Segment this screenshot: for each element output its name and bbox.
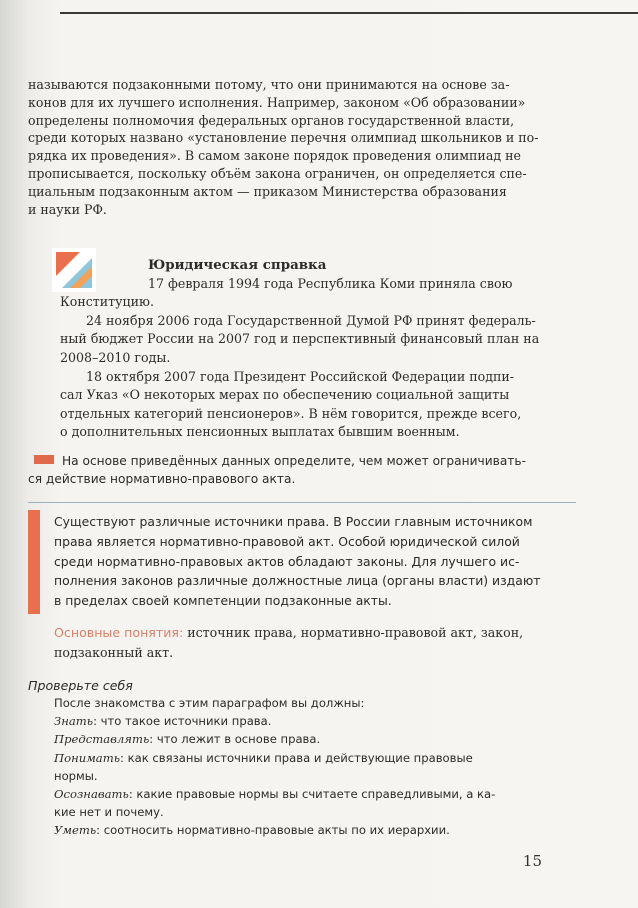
self-check-text: : как связаны источники права и действующие правовые — [120, 750, 473, 765]
legal-note-title: Юридическая справка — [148, 257, 327, 273]
question-line: ся действие нормативно-правового акта. — [28, 472, 296, 487]
key-concepts-line — [54, 623, 574, 643]
self-check-item — [54, 803, 574, 821]
summary-line: полнения законов различные должностные лица (органы власти) издают — [54, 573, 541, 589]
summary-line: Существуют различные источники права. В России главным источником — [54, 514, 533, 529]
self-check-text: кие нет и почему. — [54, 805, 164, 820]
self-check-text: : что такое источники права. — [93, 714, 272, 729]
intro-line: среди которых названо «установление перечня олимпиад школьников и по- — [28, 130, 539, 146]
legal-note-line: 18 октября 2007 года Президент Российской Федерации подпи- — [86, 368, 515, 384]
intro-line: и науки РФ. — [28, 201, 107, 217]
self-check-verb: Уметь — [54, 823, 97, 838]
self-check-verb: Осознавать — [54, 787, 129, 802]
summary-accent-bar — [28, 510, 40, 614]
self-check-verb: Понимать — [54, 750, 121, 765]
self-check-verb: Представлять — [54, 732, 150, 747]
legal-note — [60, 256, 572, 442]
summary-line: в пределах своей компетенции подзаконные акты. — [54, 593, 392, 609]
intro-line: определены полномочия федеральных органов государственной власти, — [28, 112, 515, 128]
intro-line: конов для их лучшего исполнения. Например, законом «Об образовании» — [28, 94, 526, 110]
self-check-title: Проверьте себя — [28, 678, 133, 693]
question-block — [28, 452, 573, 489]
self-check-item — [54, 730, 574, 748]
section-divider — [28, 502, 576, 503]
intro-line: рядка их проведения». В самом законе порядок проведения олимпиад не — [28, 148, 521, 164]
question-line — [28, 452, 573, 470]
summary-text — [54, 512, 574, 611]
summary-line: права является нормативно-правовой акт. Особой юридической силой — [54, 533, 520, 549]
self-check-item — [54, 712, 574, 730]
legal-note-line: 17 февраля 1994 года Республика Коми приняла свою — [148, 275, 513, 291]
self-check-list — [54, 694, 574, 840]
self-check-item — [54, 821, 574, 839]
key-concepts-text: источник права, нормативно-правовой акт, закон, — [187, 625, 524, 640]
top-rule — [60, 12, 638, 14]
legal-note-line: Конституцию. — [60, 294, 154, 310]
intro-line: прописывается, поскольку объём закона ограничен, он определяется спе- — [28, 165, 527, 181]
key-concepts — [54, 623, 574, 663]
summary-box — [28, 508, 576, 616]
page-number: 15 — [522, 852, 542, 870]
self-check-text: нормы. — [54, 768, 98, 783]
legal-note-line: ный бюджет России на 2007 год и перспективный финансовый план на — [60, 331, 540, 347]
legal-note-line: о дополнительных пенсионных выплатах бывшим военным. — [60, 424, 460, 440]
key-concepts-label: Основные понятия: — [54, 625, 184, 640]
self-check-item — [54, 785, 574, 803]
self-check-verb: Знать — [54, 714, 94, 729]
intro-paragraph — [28, 76, 570, 218]
question-text: На основе приведённых данных определите, чем может ограничивать- — [62, 454, 526, 468]
intro-line: называются подзаконными потому, что они принимаются на основе за- — [28, 77, 510, 92]
self-check-text: : соотносить нормативно-правовые акты по их иерархии. — [96, 823, 450, 838]
self-check-item — [54, 749, 574, 767]
self-check-text: : какие правовые нормы вы считаете справедливыми, а ка- — [128, 787, 496, 802]
self-check-intro: После знакомства с этим параграфом вы должны: — [54, 696, 365, 710]
legal-note-line: 24 ноября 2006 года Государственной Думой РФ принят федераль- — [86, 312, 536, 328]
legal-note-line: отдельных категорий пенсионеров». В нём говорится, прежде всего, — [60, 405, 522, 421]
legal-note-line: сал Указ «О некоторых мерах по обеспечению социальной защиты — [60, 387, 510, 403]
legal-note-line: 2008–2010 годы. — [60, 349, 171, 365]
question-marker-icon — [34, 455, 54, 464]
self-check-item — [54, 767, 574, 785]
summary-line: среди нормативно-правовых актов обладают законы. Для лучшего ис- — [54, 553, 520, 569]
self-check-text: : что лежит в основе права. — [149, 732, 321, 747]
key-concepts-line: подзаконный акт. — [54, 645, 174, 660]
intro-line: циальным подзаконным актом — приказом Министерства образования — [28, 183, 507, 199]
